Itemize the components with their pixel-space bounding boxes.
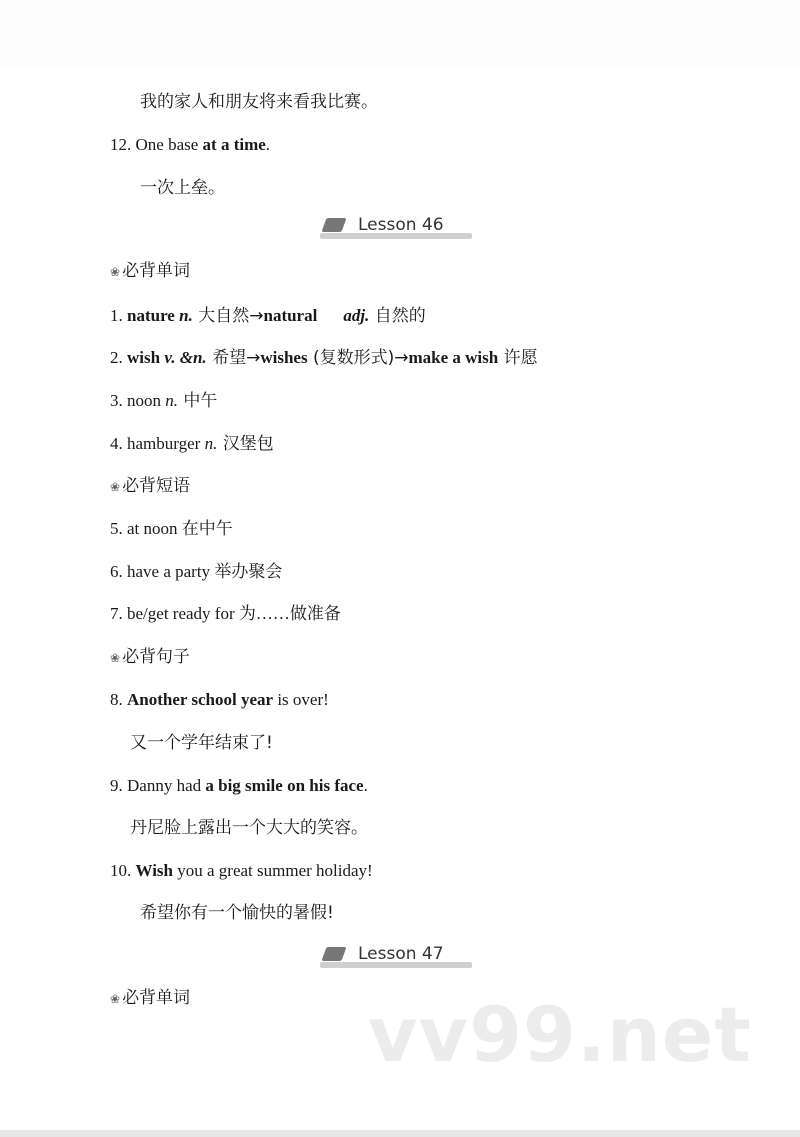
pos: adj. xyxy=(343,306,370,325)
word: natural xyxy=(263,306,318,325)
vocab-item-4 xyxy=(110,433,274,455)
watermark: vv99.net xyxy=(368,990,752,1079)
meaning: 大自然→ xyxy=(192,306,264,326)
translation: 我的家人和朋友将来看我比赛。 xyxy=(140,92,378,112)
phrase-item-7: 7. be/get ready for 为……做准备 xyxy=(110,604,341,623)
phrase-item-5: 5. at noon 在中午 xyxy=(110,519,233,538)
heading-text: 必背单词 xyxy=(122,988,191,1008)
text: 2. xyxy=(110,348,127,367)
section-heading-words xyxy=(110,260,190,283)
meaning: 汉堡包 xyxy=(217,434,274,454)
translation: 丹尼脸上露出一个大大的笑容。 xyxy=(130,818,368,838)
heading-text: 必背句子 xyxy=(122,647,191,667)
pos: n. xyxy=(179,306,193,325)
bold-text: a big smile on his face xyxy=(205,776,364,795)
section-heading-phrases xyxy=(110,475,190,498)
lesson-46-header xyxy=(316,213,472,243)
note: (复数形式)→ xyxy=(307,348,409,368)
sentence-10 xyxy=(110,860,373,882)
translation: 希望你有一个愉快的暑假! xyxy=(140,903,334,923)
sentence-8 xyxy=(110,689,329,711)
meaning: 许愿 xyxy=(498,348,538,368)
bold-text: Another school year xyxy=(127,690,274,709)
page-bottom-edge xyxy=(0,1130,800,1137)
vocab-item-1 xyxy=(110,305,426,327)
text: you a great summer holiday! xyxy=(173,861,373,880)
text: 9. Danny had xyxy=(110,776,206,795)
translation: 一次上垒。 xyxy=(140,178,225,198)
text: . xyxy=(363,776,368,795)
text: is over! xyxy=(273,690,329,709)
word: wishes xyxy=(260,348,308,367)
section-heading-words xyxy=(110,987,190,1010)
book-icon xyxy=(321,218,346,232)
pos: n. xyxy=(165,391,178,410)
sentence-12 xyxy=(110,134,270,156)
lesson-title: Lesson 46 xyxy=(358,215,444,235)
bold-text: at a time xyxy=(202,135,266,154)
heading-text: 必背短语 xyxy=(122,476,191,496)
word: nature xyxy=(127,306,180,325)
phrase: make a wish xyxy=(408,348,499,367)
phrase-item-6: 6. have a party 举办聚会 xyxy=(110,562,283,581)
text: 12. One base xyxy=(110,135,203,154)
text: 4. hamburger xyxy=(110,434,205,453)
heading-text: 必背单词 xyxy=(122,261,191,281)
vocab-item-2 xyxy=(110,347,538,369)
flower-icon: ❀ xyxy=(110,992,121,1006)
page-top-margin xyxy=(0,0,800,68)
flower-icon: ❀ xyxy=(110,265,121,279)
meaning: 中午 xyxy=(178,391,218,411)
text: 10. xyxy=(110,861,136,880)
lesson-47-header xyxy=(316,942,472,972)
vocab-item-3 xyxy=(110,390,217,412)
section-heading-sentences xyxy=(110,646,190,669)
lesson-title: Lesson 47 xyxy=(358,944,444,964)
sentence-9 xyxy=(110,775,368,797)
text: 8. xyxy=(110,690,127,709)
pos: v. &n. xyxy=(164,348,207,367)
text: 1. xyxy=(110,306,127,325)
flower-icon: ❀ xyxy=(110,651,121,665)
meaning: 希望→ xyxy=(206,348,261,368)
bold-text: Wish xyxy=(135,861,173,880)
book-icon xyxy=(321,947,346,961)
pos: n. xyxy=(204,434,218,453)
word: wish xyxy=(127,348,165,367)
flower-icon: ❀ xyxy=(110,480,121,494)
text: . xyxy=(265,135,271,154)
text: 3. noon xyxy=(110,391,166,410)
translation: 又一个学年结束了! xyxy=(130,733,273,753)
meaning: 自然的 xyxy=(369,306,426,326)
